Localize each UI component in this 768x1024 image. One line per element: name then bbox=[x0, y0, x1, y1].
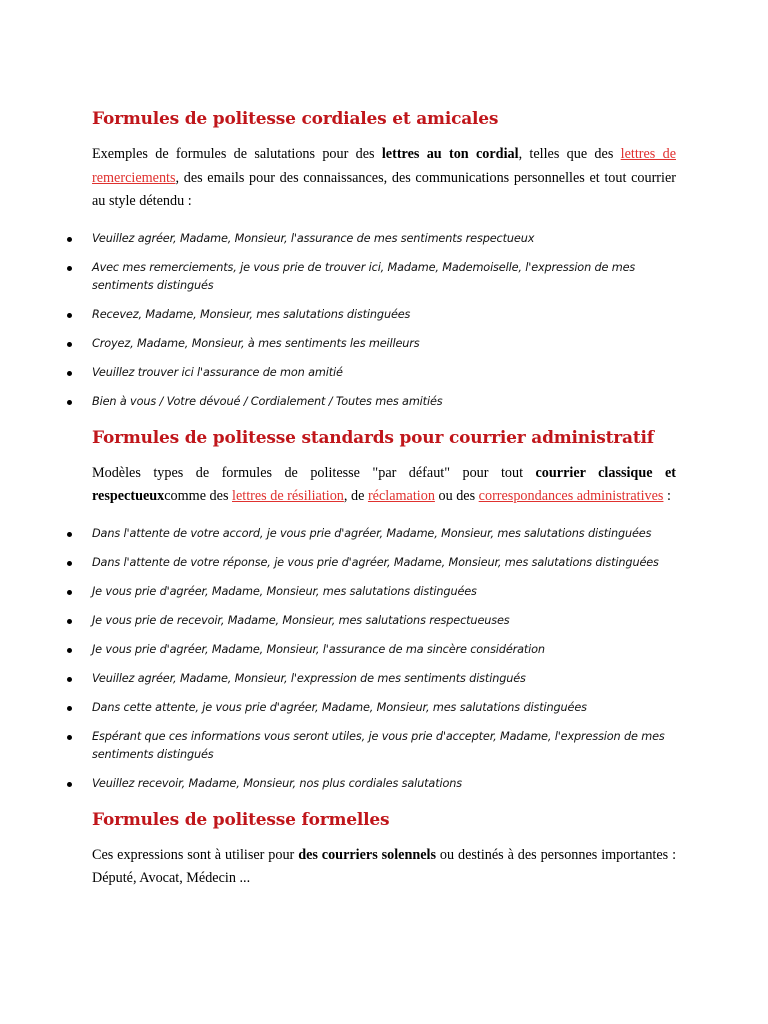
list-item-text: Veuillez agréer, Madame, Monsieur, l'expression de mes sentiments distingués bbox=[92, 671, 526, 685]
bullet-icon bbox=[67, 266, 72, 271]
link-lettres-de-resiliation[interactable]: lettres de résiliation bbox=[232, 488, 344, 504]
list-item-text: Veuillez trouver ici l'assurance de mon amitié bbox=[92, 365, 343, 379]
list-item bbox=[92, 728, 676, 764]
section-cordial bbox=[92, 106, 676, 411]
intro-text: , des emails pour des connaissances, des communications personnelles et tout courrier au style détendu : bbox=[92, 169, 676, 209]
list-item-text: Veuillez recevoir, Madame, Monsieur, nos plus cordiales salutations bbox=[92, 776, 462, 790]
bullet-icon bbox=[67, 706, 72, 711]
intro-bold: lettres au ton cordial bbox=[381, 146, 519, 162]
bullet-icon bbox=[67, 237, 72, 242]
bullet-icon bbox=[67, 782, 72, 787]
bullet-icon bbox=[67, 400, 72, 405]
list-item bbox=[92, 230, 676, 248]
list-item-text: Dans l'attente de votre réponse, je vous prie d'agréer, Madame, Monsieur, mes salutations distinguées bbox=[92, 555, 659, 569]
list-item-text: Recevez, Madame, Monsieur, mes salutations distinguées bbox=[92, 307, 411, 321]
list-item-text: Je vous prie d'agréer, Madame, Monsieur, l'assurance de ma sincère considération bbox=[92, 642, 545, 656]
list-item-text: Veuillez agréer, Madame, Monsieur, l'assurance de mes sentiments respectueux bbox=[92, 231, 535, 245]
intro-bold: courrier classique et respectueux bbox=[92, 464, 676, 504]
bullet-icon bbox=[67, 371, 72, 376]
intro-text: ou destinés à des personnes importantes : Député, Avocat, Médecin ... bbox=[92, 846, 677, 886]
bullet-icon bbox=[67, 532, 72, 537]
list-item-text: Dans cette attente, je vous prie d'agréer, Madame, Monsieur, mes salutations distinguées bbox=[92, 700, 587, 714]
list-item-text: Dans l'attente de votre accord, je vous prie d'agréer, Madame, Monsieur, mes salutations distinguées bbox=[92, 526, 652, 540]
section-intro bbox=[92, 844, 676, 891]
list-item bbox=[92, 335, 676, 353]
section-heading: Formules de politesse standards pour courrier administratif bbox=[92, 427, 654, 448]
list-item bbox=[92, 612, 676, 630]
bullet-icon bbox=[67, 648, 72, 653]
bullet-icon bbox=[67, 561, 72, 566]
intro-text: , de bbox=[343, 488, 368, 504]
list-item bbox=[92, 259, 676, 295]
list-item bbox=[92, 525, 676, 543]
intro-text: comme des bbox=[164, 488, 233, 504]
list-item-text: Avec mes remerciements, je vous prie de trouver ici, Madame, Mademoiselle, l'expression de mes sentiments distingués bbox=[92, 260, 636, 292]
intro-text: Modèles types de formules de politesse "par défaut" pour tout bbox=[92, 464, 536, 481]
list-item-text: Je vous prie d'agréer, Madame, Monsieur, mes salutations distinguées bbox=[92, 584, 477, 598]
document-content bbox=[92, 106, 676, 907]
bullet-icon bbox=[67, 313, 72, 318]
section-administratif bbox=[92, 425, 676, 793]
intro-bold: des courriers solennels bbox=[298, 846, 437, 863]
intro-text: Ces expressions sont à utiliser pour bbox=[92, 846, 299, 863]
section-heading: Formules de politesse cordiales et amicales bbox=[92, 109, 499, 129]
intro-text: Exemples de formules de salutations pour des bbox=[92, 146, 382, 162]
bullet-icon bbox=[67, 677, 72, 682]
bullet-icon bbox=[67, 619, 72, 624]
intro-text: : bbox=[663, 488, 671, 504]
intro-text: ou des bbox=[434, 488, 479, 504]
list-item bbox=[92, 364, 676, 382]
link-reclamation[interactable]: réclamation bbox=[367, 488, 435, 504]
section-formelles bbox=[92, 807, 676, 891]
link-lettres-de-remerciements[interactable]: lettres de remerciements bbox=[92, 146, 677, 186]
bullet-icon bbox=[67, 342, 72, 347]
bullet-icon bbox=[67, 590, 72, 595]
list-item-text: Espérant que ces informations vous seront utiles, je vous prie d'accepter, Madame, l'expression de mes sentiments distingués bbox=[92, 729, 665, 761]
list-item bbox=[92, 775, 676, 793]
list-item-text: Je vous prie de recevoir, Madame, Monsieur, mes salutations respectueuses bbox=[92, 613, 510, 627]
section-heading: Formules de politesse formelles bbox=[92, 809, 390, 830]
list-item-text: Bien à vous / Votre dévoué / Cordialement / Toutes mes amitiés bbox=[92, 394, 443, 408]
bullet-list bbox=[92, 525, 676, 793]
list-item bbox=[92, 583, 676, 601]
list-item bbox=[92, 306, 676, 324]
list-item bbox=[92, 393, 676, 411]
list-item bbox=[92, 641, 676, 659]
section-intro bbox=[92, 143, 676, 214]
section-intro bbox=[92, 462, 676, 509]
list-item bbox=[92, 699, 676, 717]
bullet-icon bbox=[67, 735, 72, 740]
list-item-text: Croyez, Madame, Monsieur, à mes sentiments les meilleurs bbox=[92, 336, 420, 350]
bullet-list bbox=[92, 230, 676, 411]
intro-text: , telles que des bbox=[518, 146, 621, 162]
link-correspondances-administratives[interactable]: correspondances administratives bbox=[478, 488, 664, 504]
list-item bbox=[92, 554, 676, 572]
list-item bbox=[92, 670, 676, 688]
